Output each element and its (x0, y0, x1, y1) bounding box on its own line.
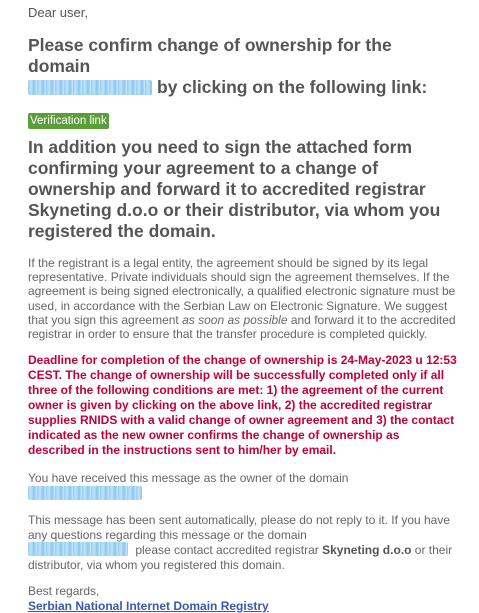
closing: Best regards, (28, 584, 100, 599)
legal-info-paragraph (28, 256, 457, 341)
instruction-headline: In addition you need to sign the attached form confirming your agreement to a change of ownership and forward it to accredited registrar Skyneting d.o.o or their distributor, via whom you registered the domain. (28, 137, 441, 241)
signature-block (28, 584, 457, 613)
headline-text-post: by clicking on the following link: (157, 77, 428, 97)
headline-text-pre: Please confirm change of ownership for the domain (28, 35, 392, 76)
registrar-name: Skyneting d.o.o (322, 543, 412, 558)
auto-notice-text-1: This message has been sent automatically, please do not reply to it. If you have any questions regarding this message or the domain (28, 513, 451, 542)
deadline-notice: Deadline for completion of the change of ownership is 24-May-2023 u 12:53 CEST. The change of ownership will be successfully completed only if all three of the following conditions are met: 1) the agreement of the current owner is given by clicking on the above link, 2) the accredited registrar supplies RNIDS with a valid change of owner agreement and 3) the contact indicated as the new owner confirms the change of ownership as described in the instructions sent to him/her by email. (28, 353, 457, 458)
registry-link[interactable]: Serbian National Internet Domain Registry (28, 598, 269, 613)
redacted-domain (28, 486, 142, 500)
confirm-headline (28, 35, 457, 98)
verification-link-row (28, 111, 457, 127)
auto-notice-text-3: or their distributor, via whom you registered this domain. (28, 543, 453, 572)
greeting: Dear user, (28, 5, 88, 20)
auto-notice-text-2: please contact accredited registrar (132, 543, 323, 558)
owner-notice-text: You have received this message as the owner of the domain (28, 471, 349, 486)
legal-info-text-1: If the registrant is a legal entity, the agreement should be signed by its legal representative. Private individuals should sign the agreement themselves. If the agreement is being signed electronically, a qualified electronic signature must be used, in accordance with the Serbian Law on Electronic Signature. We suggest that you sign this agreement (28, 256, 456, 327)
legal-info-emphasis: as soon as possible (182, 312, 288, 327)
redacted-domain (28, 80, 152, 95)
auto-notice (28, 513, 457, 572)
owner-notice (28, 471, 457, 501)
legal-info-text-2: and forward it to the accredited registrar in order to ensure that the transfer procedure is completed quickly. (28, 312, 456, 342)
verification-link[interactable]: Verification link (30, 115, 107, 127)
redacted-domain (28, 542, 128, 556)
